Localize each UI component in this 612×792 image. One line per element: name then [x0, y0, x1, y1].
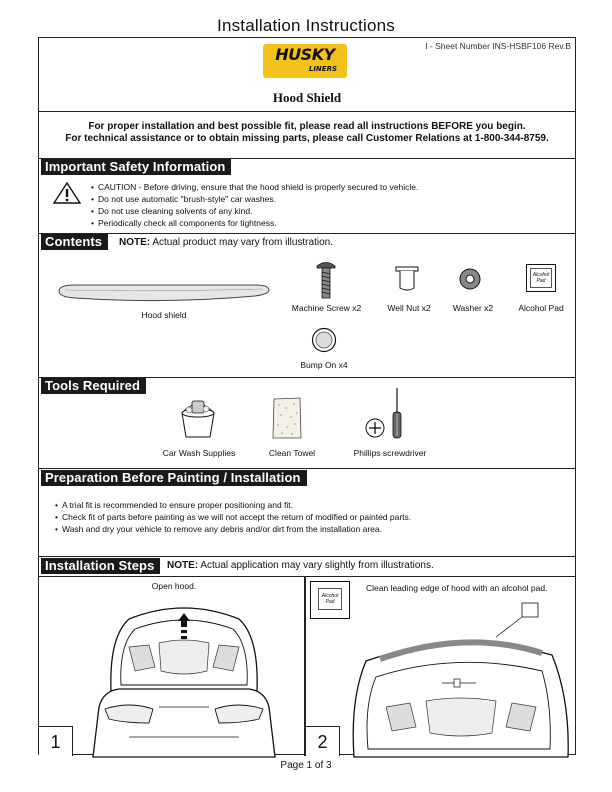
- intro-line-1: For proper installation and best possible fit, please read all instructions BEFORE you begin.: [88, 121, 526, 132]
- pad-text-1: Alcohol: [321, 593, 339, 599]
- well-nut-icon: [395, 266, 419, 292]
- hood-shield-illustration: [55, 282, 273, 304]
- note-label: NOTE:: [119, 237, 151, 248]
- tools-heading: Tools Required: [41, 378, 146, 394]
- divider: [39, 556, 575, 557]
- logo-brand: HUSKY: [275, 45, 335, 64]
- product-name: Hood Shield: [272, 90, 342, 105]
- note-text: Actual product may vary from illustration.: [152, 237, 333, 248]
- safety-item: • Do not use cleaning solvents of any kind.: [91, 205, 418, 217]
- note-text: Actual application may vary slightly from illustrations.: [200, 560, 434, 571]
- machine-screw-label: Machine Screw x2: [291, 303, 362, 313]
- safety-list: [91, 181, 418, 229]
- contents-heading: Contents: [41, 234, 108, 250]
- step-1-caption: Open hood.: [151, 581, 197, 591]
- preparation-list: [55, 499, 411, 535]
- alcohol-pad-icon: [526, 264, 556, 292]
- bump-on-label: Bump On x4: [300, 360, 348, 370]
- logo-sub: LINERS: [308, 65, 337, 73]
- divider: [39, 233, 575, 234]
- instruction-sheet: [38, 37, 576, 755]
- alcohol-pad-icon: [310, 581, 350, 619]
- divider: [39, 468, 575, 469]
- step-2-caption: Clean leading edge of hood with an alcohol pad.: [366, 583, 548, 593]
- clean-towel-icon: [271, 396, 303, 440]
- page-footer: Page 1 of 3: [280, 760, 332, 771]
- washer-label: Washer x2: [452, 303, 494, 313]
- steps-note: [167, 560, 434, 571]
- document-title: Installation Instructions: [217, 16, 395, 35]
- pad-text-2: Pad: [536, 278, 546, 284]
- washer-icon: [459, 268, 481, 290]
- warning-triangle-icon: [53, 182, 81, 204]
- alcohol-pad-label: Alcohol Pad: [518, 303, 564, 313]
- preparation-item: • A trial fit is recommended to ensure proper positioning and fit.: [55, 499, 411, 511]
- well-nut-label: Well Nut x2: [387, 303, 431, 313]
- husky-liners-logo: [263, 44, 347, 78]
- divider: [39, 111, 575, 112]
- car-open-hood-illustration: [89, 597, 279, 757]
- car-wash-supplies-label: Car Wash Supplies: [162, 448, 236, 458]
- hood-shield-label: Hood shield: [141, 310, 187, 320]
- step-2-number: 2: [306, 726, 340, 756]
- preparation-heading: Preparation Before Painting / Installation: [41, 470, 307, 486]
- bump-on-icon: [311, 327, 337, 353]
- steps-heading: Installation Steps: [41, 558, 160, 574]
- step-1-number: 1: [39, 726, 73, 756]
- alcohol-pad-label-box: [318, 588, 342, 610]
- car-wash-supplies-icon: [178, 395, 218, 439]
- sheet-number: I - Sheet Number INS-HSBF106 Rev.B: [425, 41, 571, 51]
- pad-text-1: Alcohol: [532, 272, 550, 278]
- note-label: NOTE:: [167, 560, 199, 571]
- alcohol-pad-label-box: [530, 268, 552, 288]
- preparation-item: • Wash and dry your vehicle to remove any debris and/or dirt from the installation area.: [55, 523, 411, 535]
- hood-cleaning-illustration: [346, 599, 576, 757]
- safety-item: • Do not use automatic "brush-style" car washes.: [91, 193, 418, 205]
- safety-heading: Important Safety Information: [41, 159, 231, 175]
- phillips-screwdriver-label: Phillips screwdriver: [353, 448, 427, 458]
- machine-screw-icon: [315, 260, 337, 300]
- step-1-panel: [39, 576, 305, 756]
- safety-item: • CAUTION - Before driving, ensure that the hood shield is properly secured to vehicle.: [91, 181, 418, 193]
- contents-note: [119, 237, 333, 248]
- preparation-item: • Check fit of parts before painting as we will not accept the return of modified or painted parts.: [55, 511, 411, 523]
- phillips-screwdriver-icon: [363, 386, 415, 442]
- pad-text-2: Pad: [325, 599, 335, 605]
- intro-line-2: For technical assistance or to obtain missing parts, please call Customer Relations at 1-800-344-8759.: [65, 133, 549, 144]
- step-2-panel: [305, 576, 575, 756]
- intro-text: [39, 121, 575, 145]
- clean-towel-label: Clean Towel: [268, 448, 316, 458]
- safety-item: • Periodically check all components for tightness.: [91, 217, 418, 229]
